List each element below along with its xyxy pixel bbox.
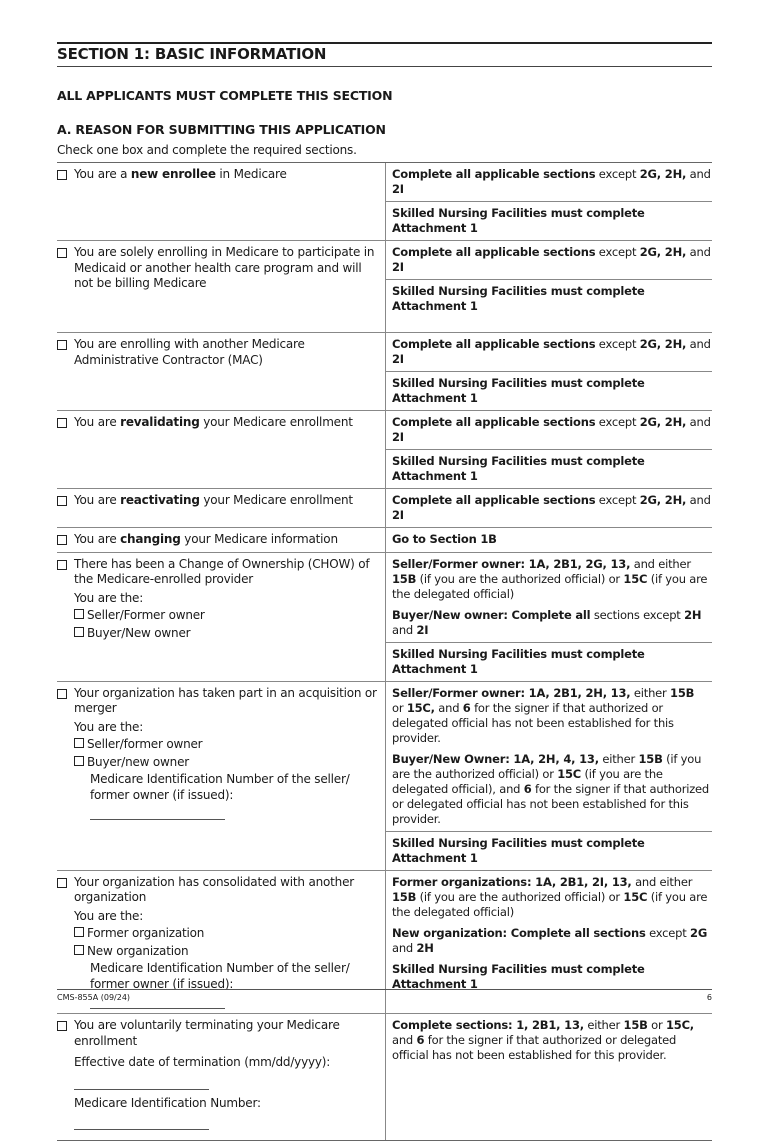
snf-note: Skilled Nursing Facilities must complete Attachment 1 xyxy=(392,454,645,483)
table-row xyxy=(57,333,712,411)
option-text: You are voluntarily terminating your Medicare enrollment xyxy=(74,1018,340,1048)
checkbox-terminating[interactable] xyxy=(57,1021,67,1031)
checkbox-cons-former[interactable] xyxy=(74,927,84,937)
snf-note: Skilled Nursing Facilities must complete Attachment 1 xyxy=(392,376,645,405)
row-option: You are changing your Medicare information xyxy=(57,528,386,552)
page-number: 6 xyxy=(706,993,712,1002)
table-row xyxy=(57,682,712,871)
row-instructions xyxy=(386,528,712,552)
reason-table xyxy=(57,162,712,1141)
option-text: in Medicare xyxy=(215,167,287,181)
row-instructions: Complete all applicable sections except 2G, 2H, and 2I Skilled Nursing Facilities must complete Attachment 1 xyxy=(386,333,712,410)
option-text: Your organization has consolidated with another organization xyxy=(74,874,354,904)
checkbox-new-enrollee[interactable] xyxy=(57,170,67,180)
table-row xyxy=(57,411,712,489)
snf-note: Skilled Nursing Facilities must complete Attachment 1 xyxy=(392,206,645,235)
checkbox-acq-buyer[interactable] xyxy=(74,756,84,766)
option-bold: new enrollee xyxy=(130,167,216,181)
medicare-id-input[interactable] xyxy=(74,1115,209,1130)
effective-date-label: Effective date of termination (mm/dd/yyyy): xyxy=(74,1055,331,1069)
row-option: You are revalidating your Medicare enrollment xyxy=(57,411,386,488)
snf-note: Skilled Nursing Facilities must complete Attachment 1 xyxy=(392,961,645,991)
section-title: SECTION 1: BASIC INFORMATION xyxy=(57,45,327,63)
table-row xyxy=(57,528,712,553)
checkbox-chow-buyer[interactable] xyxy=(74,627,84,637)
row-instructions: Complete all applicable sections except 2G, 2H, and 2I Skilled Nursing Facilities must complete Attachment 1 xyxy=(386,241,712,332)
option-text: There has been a Change of Ownership (CHOW) of the Medicare-enrolled provider xyxy=(74,556,370,586)
medicare-id-label: Medicare Identification Number of the seller/ former owner (if issued): xyxy=(90,961,350,991)
row-instructions: Complete all applicable sections except 2G, 2H, and 2I Skilled Nursing Facilities must complete Attachment 1 xyxy=(386,411,712,488)
checkbox-chow-seller[interactable] xyxy=(74,609,84,619)
instruction-text: Check one box and complete the required sections. xyxy=(57,143,357,157)
medicare-id-label: Medicare Identification Number: xyxy=(74,1095,261,1110)
subsection-title: A. REASON FOR SUBMITTING THIS APPLICATION xyxy=(57,122,386,137)
row-instructions: Complete sections: 1, 2B1, 13, either 15B or 15C, and 6 for the signer if that authorized or delegated official has not been established for this provider. xyxy=(392,1018,694,1062)
checkbox-reactivating[interactable] xyxy=(57,496,67,506)
table-row xyxy=(57,489,712,528)
row-option: Your organization has taken part in an acquisition or merger You are the: Seller/former owner Buyer/new owner Medicare Identification Number of the seller/ former owner (if issued): xyxy=(57,682,386,870)
snf-note: Skilled Nursing Facilities must complete Attachment 1 xyxy=(392,835,645,865)
snf-note: Skilled Nursing Facilities must complete Attachment 1 xyxy=(392,646,645,676)
medicare-id-label: Medicare Identification Number of the seller/ former owner (if issued): xyxy=(90,772,350,802)
checkbox-changing[interactable] xyxy=(57,535,67,545)
option-text: You are enrolling with another Medicare Administrative Contractor (MAC) xyxy=(74,337,305,367)
row-option: Your organization has consolidated with another organization You are the: Former organization New organization Medicare Identification Number of the seller/ former owner (if issued): xyxy=(57,871,386,1014)
checkbox-revalidating[interactable] xyxy=(57,418,67,428)
you-are-label: You are the: xyxy=(74,590,144,605)
checkbox-chow[interactable] xyxy=(57,560,67,570)
option-text: You are a xyxy=(74,167,131,181)
table-row xyxy=(57,241,712,333)
all-applicants-heading: ALL APPLICANTS MUST COMPLETE THIS SECTION xyxy=(57,88,393,103)
table-row xyxy=(57,553,712,682)
row-option xyxy=(57,333,386,410)
go-to-section: Go to Section 1B xyxy=(392,532,497,546)
table-row xyxy=(57,163,712,241)
row-instructions: Complete all applicable sections except 2G, 2H, and 2I Skilled Nursing Facilities must complete Attachment 1 xyxy=(386,163,712,240)
checkbox-acq-seller[interactable] xyxy=(74,738,84,748)
row-instructions: Complete all applicable sections except 2G, 2H, and 2I xyxy=(392,493,711,522)
snf-note: Skilled Nursing Facilities must complete Attachment 1 xyxy=(392,284,645,313)
checkbox-cons-new[interactable] xyxy=(74,945,84,955)
option-text: Your organization has taken part in an acquisition or merger xyxy=(74,685,377,715)
row-option xyxy=(57,241,386,332)
checkbox-another-mac[interactable] xyxy=(57,340,67,350)
table-row xyxy=(57,1014,712,1140)
checkbox-medicaid-only[interactable] xyxy=(57,248,67,258)
row-option xyxy=(57,163,386,240)
row-instructions: Former organizations: 1A, 2B1, 2I, 13, and either 15B (if you are the authorized official) or 15C (if you are the delegated official) New organization: Complete all sections except 2G and 2H Skilled Nursing Facilities must complete Attachment 1 xyxy=(386,871,712,1014)
checkbox-acquisition[interactable] xyxy=(57,689,67,699)
medicare-id-input[interactable] xyxy=(90,805,225,820)
row-option: There has been a Change of Ownership (CHOW) of the Medicare-enrolled provider You are the: Seller/Former owner Buyer/New owner xyxy=(57,553,386,681)
effective-date-input[interactable] xyxy=(74,1075,209,1090)
option-text: You are solely enrolling in Medicare to participate in Medicaid or another health care program and will not be billing Medicare xyxy=(74,245,375,290)
footer-rule xyxy=(57,989,712,990)
checkbox-consolidated[interactable] xyxy=(57,878,67,888)
table-row xyxy=(57,871,712,1015)
row-option: You are reactivating your Medicare enrollment xyxy=(57,489,386,527)
row-instructions: Seller/Former owner: 1A, 2B1, 2G, 13, and either 15B (if you are the authorized official) or 15C (if you are the delegated official) Buyer/New owner: Complete all sections except 2H and 2I Skilled Nursing Facilities must complete Attachment 1 xyxy=(386,553,712,681)
form-id: CMS-855A (09/24) xyxy=(57,993,131,1002)
top-rule xyxy=(57,42,712,44)
row-option xyxy=(57,1014,386,1140)
title-rule xyxy=(57,66,712,67)
row-instructions: Seller/Former owner: 1A, 2B1, 2H, 13, either 15B or 15C, and 6 for the signer if that authorized or delegated official has not been established for this provider. Buyer/New Owner: 1A, 2H, 4, 13, either 15B (if you are the authorized official) or 15C (if you are the delegated official), and 6 for the signer if that authorized or delegated official has not been established for this provider. Skilled Nursing Facilities must complete Attachment 1 xyxy=(386,682,712,870)
